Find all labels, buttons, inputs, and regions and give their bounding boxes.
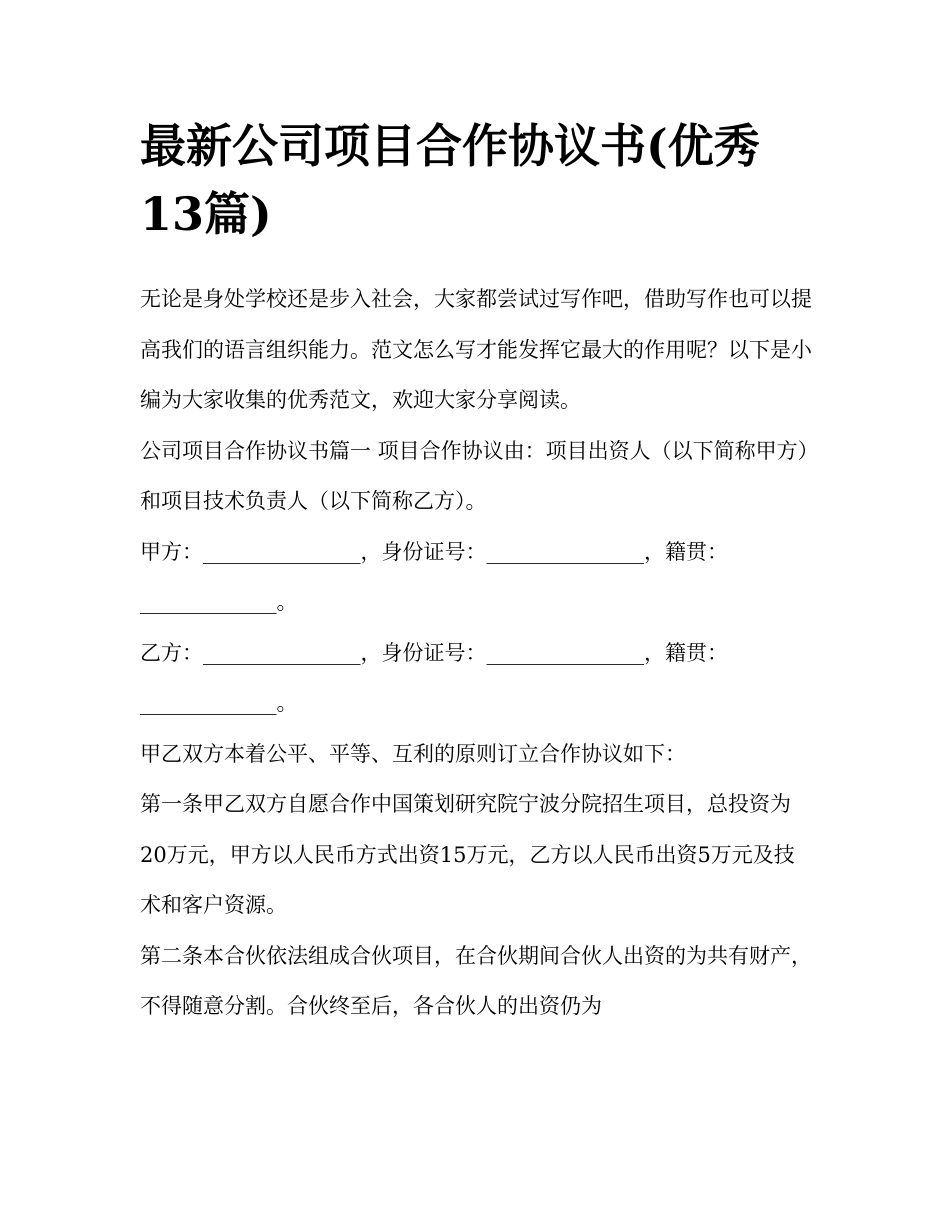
- document-title: 最新公司项目合作协议书(优秀13篇): [140, 119, 760, 241]
- paragraph-clause-one: 第一条甲乙双方自愿合作中国策划研究院宁波分院招生项目，总投资为20万元，甲方以人民币方式出资15万元，乙方以人民币出资5万元及技术和客户资源。: [140, 792, 795, 917]
- paragraph-clause-two: 第二条本合伙依法组成合伙项目，在合伙期间合伙人出资的为共有财产，不得随意分割。合伙终至后，各合伙人的出资仍为: [140, 943, 812, 1018]
- paragraph-party-b: 乙方：_______________，身份证号：_______________，籍贯：_____________。: [140, 640, 728, 715]
- paragraph-intro: 无论是身处学校还是步入社会，大家都尝试过写作吧，借助写作也可以提高我们的语言组织能力。范文怎么写才能发挥它最大的作用呢？以下是小编为大家收集的优秀范文，欢迎大家分享阅读。: [140, 287, 812, 412]
- paragraph-principle: 甲乙双方本着公平、平等、互利的原则订立合作协议如下：: [140, 741, 686, 766]
- paragraph-article-one-heading: 公司项目合作协议书篇一 项目合作协议由：项目出资人（以下简称甲方）和项目技术负责人（以下简称乙方）。: [140, 438, 809, 513]
- document-body: [140, 112, 812, 1032]
- paragraph-party-a: 甲方：_______________，身份证号：_______________，籍贯：_____________。: [140, 539, 728, 614]
